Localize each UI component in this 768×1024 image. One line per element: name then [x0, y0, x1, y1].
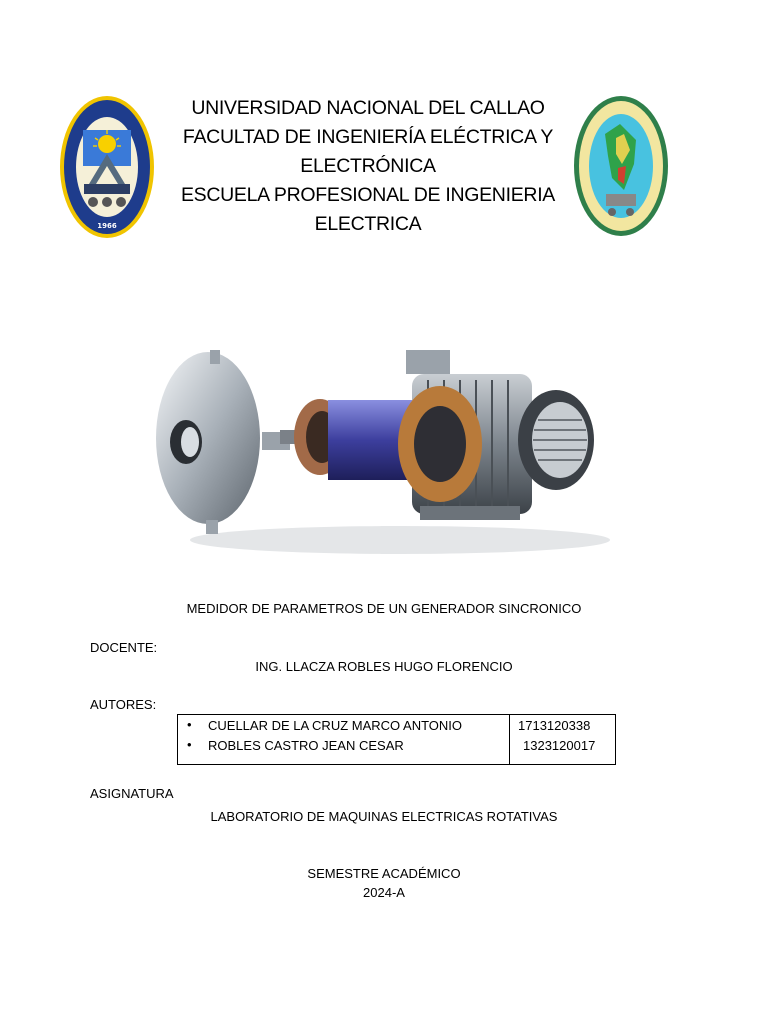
university-seal-icon [58, 94, 156, 240]
institution-header [168, 94, 568, 239]
school-name-line1: ESCUELA PROFESIONAL DE INGENIERIA [180, 184, 556, 206]
author-row [178, 738, 615, 758]
asignatura-name: LABORATORIO DE MAQUINAS ELECTRICAS ROTATIVAS [210, 809, 558, 824]
semestre-value: 2024-A [363, 885, 405, 900]
docente-name: ING. LLACZA ROBLES HUGO FLORENCIO [255, 659, 513, 674]
bullet: • [187, 737, 192, 752]
author-name: CUELLAR DE LA CRUZ MARCO ANTONIO [208, 718, 463, 733]
faculty-name-line2: ELECTRÓNICA [300, 155, 436, 177]
asignatura-label: ASIGNATURA [90, 786, 174, 801]
semestre-label: SEMESTRE ACADÉMICO [307, 866, 461, 881]
bullet: • [187, 717, 192, 732]
author-code: 1713120338 [518, 718, 591, 733]
seal-year: 1966 [97, 222, 117, 230]
author-code: 1323120017 [523, 738, 596, 753]
faculty-name-line1: FACULTAD DE INGENIERÍA ELÉCTRICA Y [182, 126, 554, 148]
autores-label: AUTORES: [90, 697, 157, 712]
authors-table [177, 714, 616, 765]
faculty-seal-icon [572, 94, 670, 238]
report-title: MEDIDOR DE PARAMETROS DE UN GENERADOR SINCRONICO [186, 601, 582, 616]
author-row [178, 718, 615, 738]
author-name: ROBLES CASTRO JEAN CESAR [208, 738, 404, 753]
generator-exploded-view-icon [150, 340, 610, 560]
docente-label: DOCENTE: [90, 640, 158, 655]
university-name: UNIVERSIDAD NACIONAL DEL CALLAO [191, 97, 545, 119]
school-name-line2: ELECTRICA [314, 213, 422, 235]
